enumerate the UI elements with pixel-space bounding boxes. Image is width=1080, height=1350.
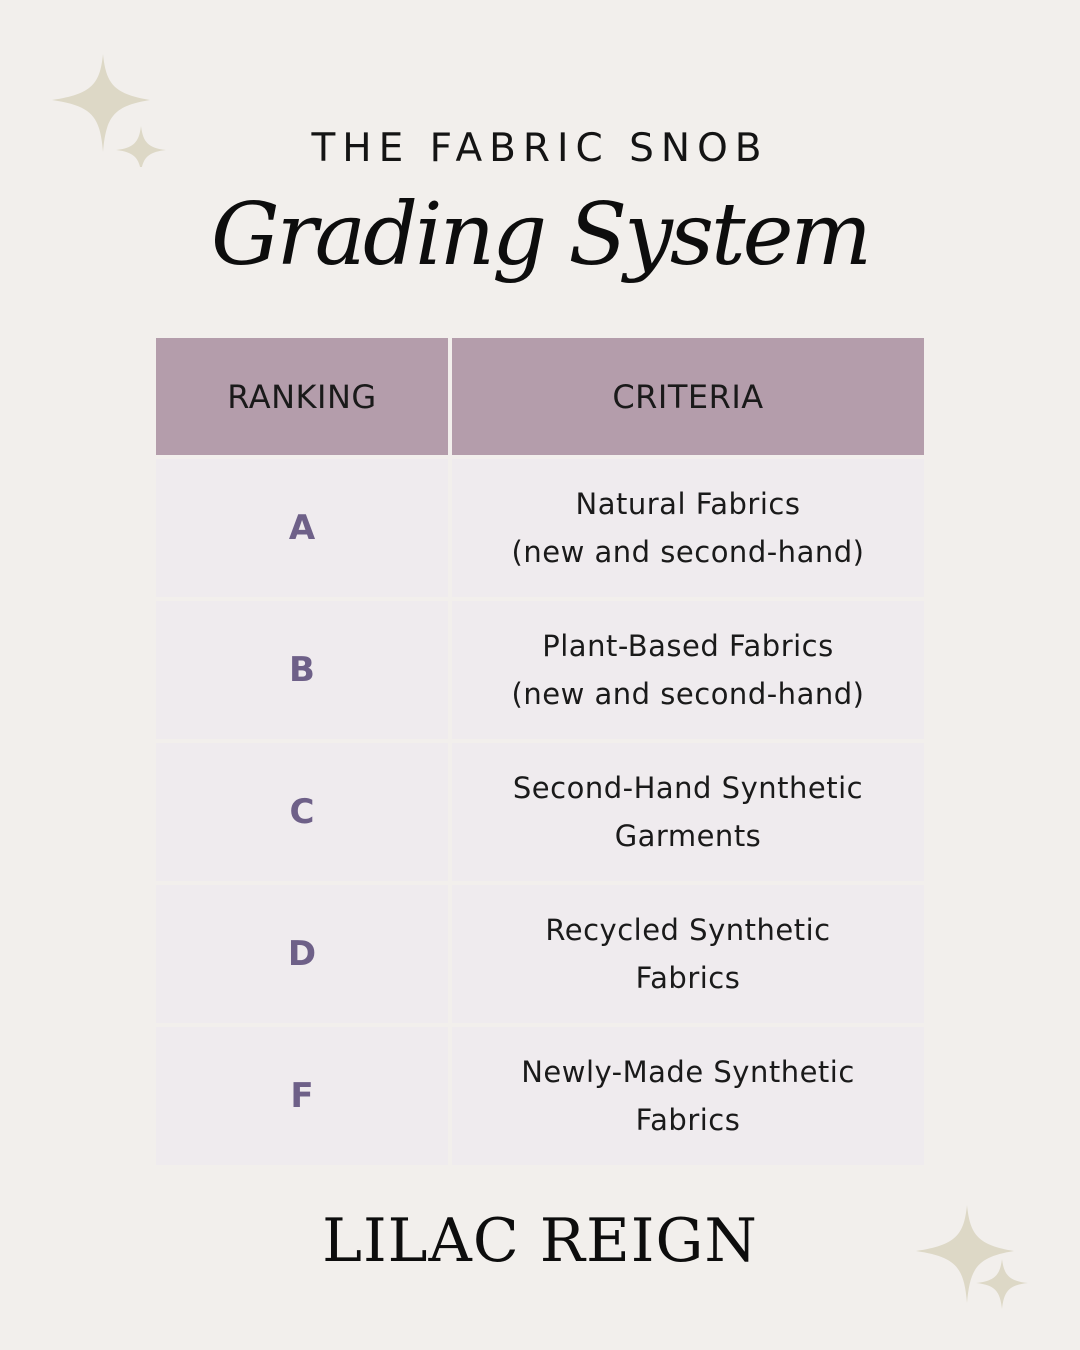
criteria-text: Natural Fabrics (new and second-hand) [511, 487, 865, 569]
table-row [156, 601, 924, 739]
ranking-cell [156, 743, 448, 881]
table-row [156, 459, 924, 597]
grade-label: F [290, 1076, 314, 1116]
criteria-text: Plant-Based Fabrics (new and second-hand) [511, 629, 865, 711]
ranking-cell [156, 885, 448, 1023]
column-header-ranking: RANKING [156, 338, 448, 455]
ranking-cell [156, 601, 448, 739]
page-title: Grading System [210, 185, 870, 285]
column-header-criteria: CRITERIA [452, 338, 924, 455]
table-header-row [156, 338, 924, 455]
grade-label: A [288, 508, 316, 548]
criteria-cell [452, 459, 924, 597]
ranking-cell [156, 459, 448, 597]
grade-label: D [287, 934, 317, 974]
table-row [156, 743, 924, 881]
criteria-cell [452, 601, 924, 739]
grade-label: B [289, 650, 315, 690]
criteria-cell [452, 1027, 924, 1165]
grade-label: C [289, 792, 315, 832]
table-row [156, 1027, 924, 1165]
table-row [156, 885, 924, 1023]
criteria-cell [452, 743, 924, 881]
criteria-text: Newly-Made Synthetic Fabrics [521, 1055, 855, 1137]
brand-logo-text: LILAC REIGN [322, 1206, 758, 1276]
ranking-cell [156, 1027, 448, 1165]
eyebrow-title: THE FABRIC SNOB [311, 126, 769, 171]
grading-table [156, 338, 924, 1169]
criteria-text: Second-Hand Synthetic Garments [512, 771, 864, 853]
criteria-cell [452, 885, 924, 1023]
criteria-text: Recycled Synthetic Fabrics [545, 913, 831, 995]
